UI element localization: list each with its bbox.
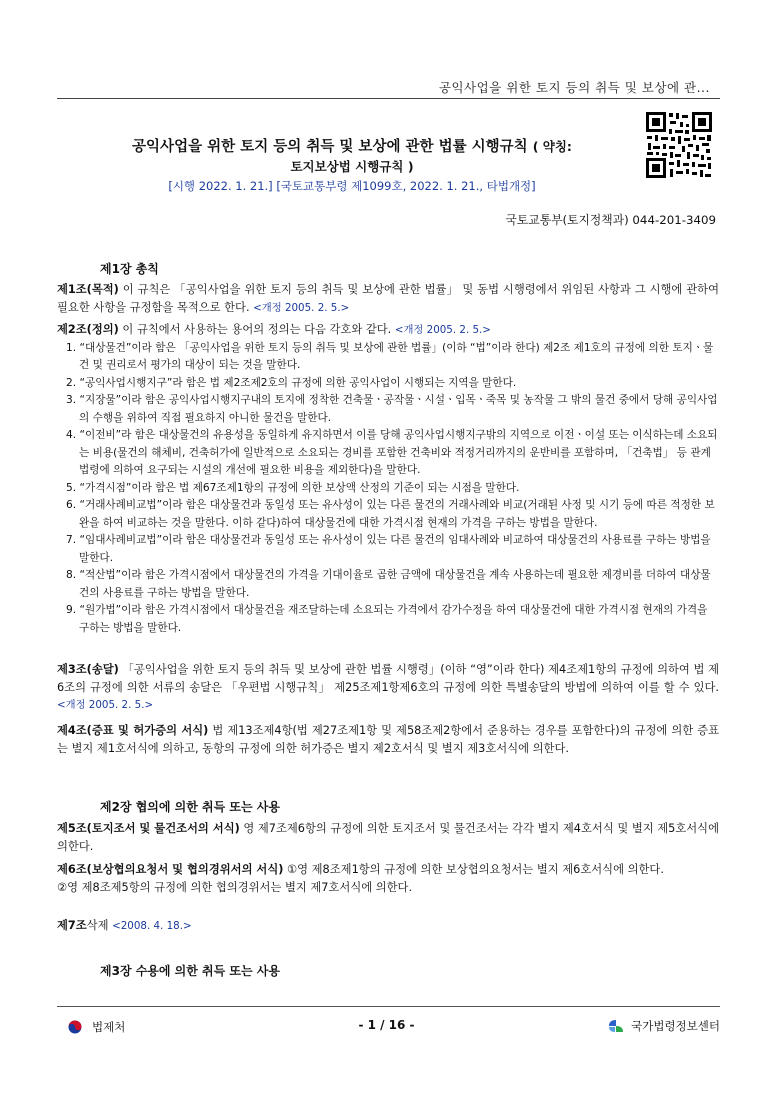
footer-divider — [57, 1006, 720, 1007]
article-7-label: 제7조 — [57, 919, 87, 932]
footer-right — [607, 1018, 720, 1034]
article-3-text: 「공익사업을 위한 토지 등의 취득 및 보상에 관한 법률 시행령」(이하 “영”이라 한다) 제4조제1항의 규정에 의하여 법 제6조의 규정에 의한 서류의 송달은 「우편법 시행규칙」 제25조제1항제6호의 규정에 의한 특별송달의 방법에 의하여 이를 할 수 있다. — [57, 663, 719, 694]
article-2 — [57, 321, 719, 637]
article-5-text: 영 제7조제6항의 규정에 의한 토지조서 및 물건조서는 각각 별지 제4호서식 및 별지 제5호서식에 의한다. — [57, 822, 719, 853]
article-5-label: 제5조(토지조서 및 물건조서의 서식) — [57, 822, 240, 835]
article-6-text: ①영 제8조제1항의 규정에 의한 보상협의요청서는 별지 제6호서식에 의한다. — [283, 863, 664, 876]
document-title — [60, 137, 644, 177]
chapter-3-heading: 제3장 수용에 의한 취득 또는 사용 — [100, 964, 280, 978]
article-1 — [57, 281, 719, 317]
qr-code-icon — [644, 110, 714, 180]
definition-item: 1. “대상물건”이라 함은 「공익사업을 위한 토지 등의 취득 및 보상에 관한 법률」(이하 “법”이라 한다) 제2조 제1호의 규정에 의한 토지ㆍ물건 및 권리로서 평가의 대상이 되는 것을 말한다. — [66, 341, 714, 371]
article-2-label: 제2조(정의) — [57, 323, 119, 336]
article-7-text: 삭제 — [86, 919, 113, 932]
ministry-contact: 국토교통부(토지정책과) 044-201-3409 — [505, 213, 716, 227]
definition-item: 2. “공익사업시행지구”라 함은 법 제2조제2호의 규정에 의한 공익사업이 시행되는 지역을 말한다. — [66, 376, 517, 389]
article-4-text: 법 제13조제4항(법 제27조제1항 및 제58조제2항에서 준용하는 경우를 포함한다)의 규정에 의한 증표는 별지 제1호서식에 의하고, 동항의 규정에 의한 허가증은 별지 제2호서식 및 별지 제3호서식에 의한다. — [57, 724, 719, 755]
enforcement-info[interactable]: [시행 2022. 1. 21.] [국토교통부령 제1099호, 2022. 1. 21., 타법개정] — [168, 179, 536, 193]
page-number: - 1 / 16 - — [358, 1018, 415, 1032]
footer-center-name: 국가법령정보센터 — [631, 1019, 720, 1033]
article-7-amend[interactable]: <2008. 4. 18.> — [112, 920, 192, 932]
article-6 — [57, 861, 719, 896]
article-3 — [57, 661, 719, 715]
article-2-amend[interactable]: <개정 2005. 2. 5.> — [394, 324, 491, 336]
law-center-logo-icon — [607, 1018, 625, 1034]
footer-source: 법제처 — [92, 1020, 126, 1034]
definition-item: 8. “적산법”이라 함은 가격시점에서 대상물건의 가격을 기대이율로 곱한 금액에 대상물건을 계속 사용하는데 필요한 제경비를 더하여 대상물건의 사용료를 구하는 방법을 말한다. — [66, 569, 711, 599]
article-1-amend[interactable]: <개정 2005. 2. 5.> — [253, 301, 350, 314]
definition-item: 7. “임대사례비교법”이라 함은 대상물건과 동일성 또는 유사성이 있는 다른 물건의 임대사례와 비교하여 대상물건의 사용료를 구하는 방법을 말한다. — [66, 534, 711, 564]
definition-item: 4. “이전비”라 함은 대상물건의 유용성을 동일하게 유지하면서 이를 당해 공익사업시행지구밖의 지역으로 이전ㆍ이설 또는 이식하는데 소요되는 비용(물건의 해체비, 건축허가에 일반적으로 소요되는 경비를 포함한 건축비와 적정거리까지의 운반비를 포함하며, 「건축법」 등 관계법령에 의하여 요구되는 시설의 개선에 필요한 비용을 제외한다)을 말한다. — [66, 429, 718, 476]
definition-list — [57, 340, 719, 638]
article-7 — [57, 917, 719, 936]
article-6-paragraph-2: ②영 제8조제5항의 규정에 의한 협의경위서는 별지 제7호서식에 의한다. — [57, 880, 413, 894]
chapter-1-heading: 제1장 총칙 — [100, 262, 159, 276]
article-3-label: 제3조(송달) — [57, 663, 119, 676]
article-6-label: 제6조(보상협의요청서 및 협의경위서의 서식) — [57, 863, 284, 876]
definition-item: 3. “지장물”이라 함은 공익사업시행지구내의 토지에 정착한 건축물ㆍ공작물ㆍ시설ㆍ입목ㆍ죽목 및 농작물 그 밖의 물건 중에서 당해 공익사업의 수행을 위하여 직접 필요하지 아니한 물건을 말한다. — [66, 394, 718, 424]
article-4-label: 제4조(증표 및 허가증의 서식) — [57, 724, 209, 737]
article-3-amend[interactable]: <개정 2005. 2. 5.> — [57, 699, 154, 711]
title-main: 공익사업을 위한 토지 등의 취득 및 보상에 관한 법률 시행규칙 — [132, 139, 528, 155]
article-1-text: 이 규칙은 「공익사업을 위한 토지 등의 취득 및 보상에 관한 법률」 및 동법 시행령에서 위임된 사항과 그 시행에 관하여 필요한 사항을 규정함을 목적으로 한다. — [57, 283, 719, 314]
definition-item: 5. “가격시점”이라 함은 법 제67조제1항의 규정에 의한 보상액 산정의 기준이 되는 시점을 말한다. — [66, 481, 520, 494]
article-5 — [57, 820, 719, 855]
running-header: 공익사업을 위한 토지 등의 취득 및 보상에 관... — [438, 80, 710, 95]
title-abbr-open: ( 약칭: — [532, 139, 572, 154]
article-2-text: 이 규칙에서 사용하는 용어의 정의는 다음 각호와 같다. — [118, 323, 395, 336]
definition-item: 6. “거래사례비교법”이라 함은 대상물건과 동일성 또는 유사성이 있는 다른 물건의 거래사례와 비교(거래된 사정 및 시기 등에 따른 적정한 보완을 하여 비교하는 것을 말한다. 이하 같다)하여 대상물건에 대한 가격시점 현재의 가격을 구하는 방법을 말한다. — [66, 499, 715, 529]
definition-item: 9. “원가법”이라 함은 가격시점에서 대상물건을 재조달하는데 소요되는 가격에서 감가수정을 하여 대상물건에 대한 가격시점 현재의 가격을 구하는 방법을 말한다. — [66, 604, 708, 634]
article-1-label: 제1조(목적) — [57, 283, 119, 296]
header-divider — [57, 98, 720, 99]
chapter-2-heading: 제2장 협의에 의한 취득 또는 사용 — [100, 800, 280, 814]
title-abbr: 토지보상법 시행규칙 ) — [290, 159, 414, 174]
article-4 — [57, 722, 719, 757]
